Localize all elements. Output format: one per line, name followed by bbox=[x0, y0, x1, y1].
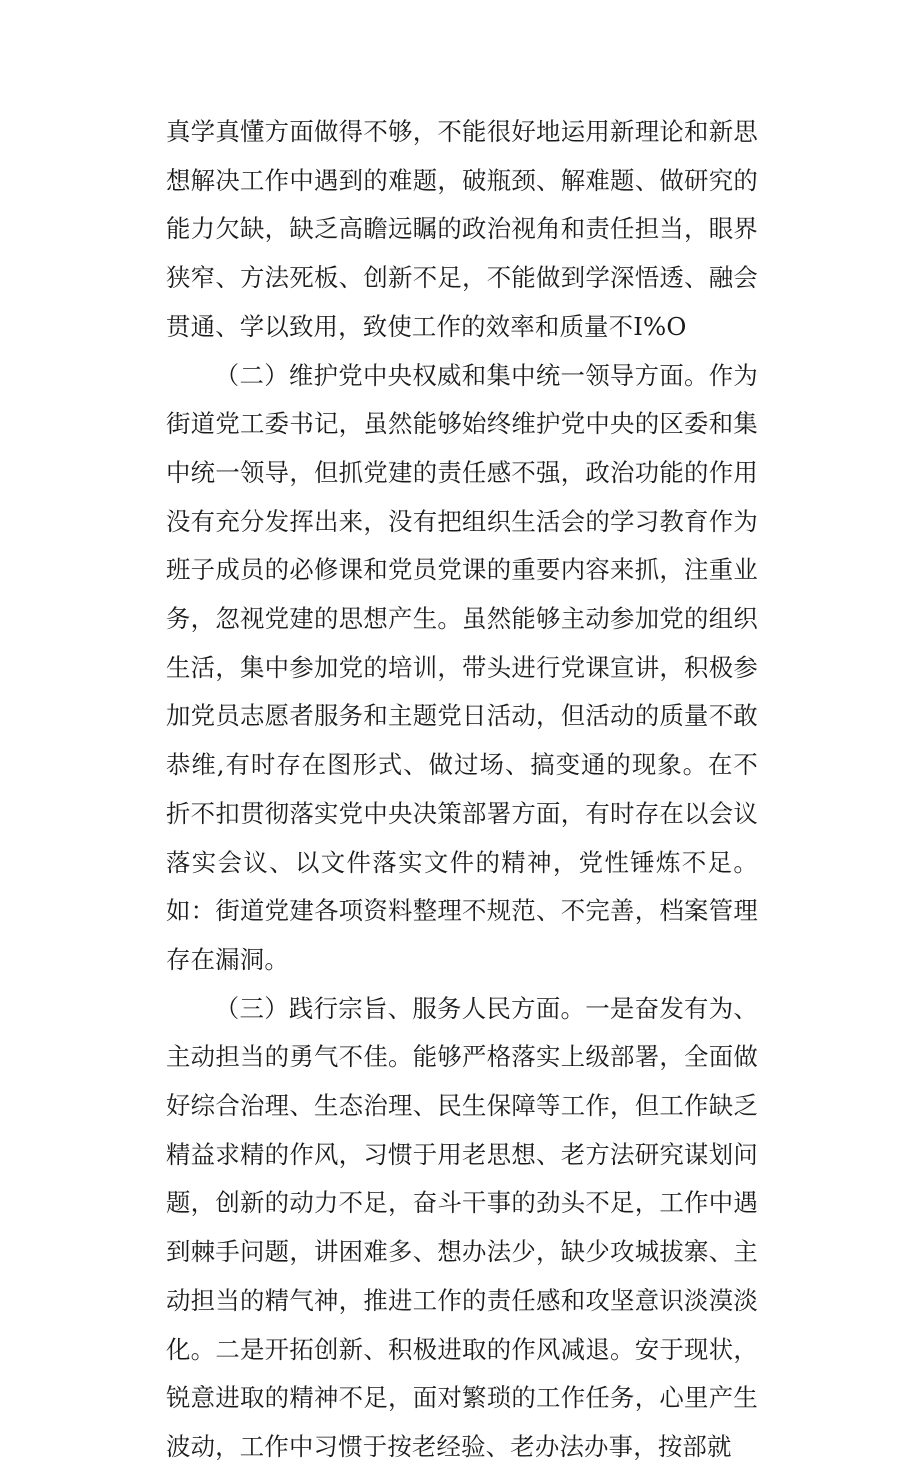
paragraph-section-three: （三）践行宗旨、服务人民方面。一是奋发有为、主动担当的勇气不佳。能够严格落实上级部署，全面做好综合治理、生态治理、民生保障等工作，但工作缺乏精益求精的作风，习惯于用老思想、老方法研究谋划问题，创新的动力不足，奋斗干事的劲头不足，工作中遇到棘手问题，讲困难多、想办法少，缺少攻城拔寨、主动担当的精气神，推进工作的责任感和攻坚意识淡漠淡化。二是开拓创新、积极进取的作风减退。安于现状，锐意进取的精神不足，面对繁琐的工作任务，心里产生波动，工作中习惯于按老经验、老办法办事，按部就 bbox=[166, 993, 758, 1461]
paragraph-section-two: （二）维护党中央权威和集中统一领导方面。作为街道党工委书记，虽然能够始终维护党中央的区委和集中统一领导，但抓党建的责任感不强，政治功能的作用没有充分发挥出来，没有把组织生活会的学习教育作为班子成员的必修课和党员党课的重要内容来抓，注重业务，忽视党建的思想产生。虽然能够主动参加党的组织生活，集中参加党的培训，带头进行党课宣讲，积极参加党员志愿者服务和主题党日活动，但活动的质量不敢恭维,有时存在图形式、做过场、搞变通的现象。在不折不扣贯彻落实党中央决策部署方面，有时存在以会议落实会议、以文件落实文件的精神，党性锤炼不足。如：街道党建各项资料整理不规范、不完善，档案管理存在漏洞。 bbox=[166, 360, 758, 974]
document-body bbox=[166, 108, 758, 1472]
paragraph-continuation: 真学真懂方面做得不够，不能很好地运用新理论和新思想解决工作中遇到的难题，破瓶颈、解难题、做研究的能力欠缺，缺乏高瞻远瞩的政治视角和责任担当，眼界狭窄、方法死板、创新不足，不能做到学深悟透、融会贯通、学以致用，致使工作的效率和质量不I%O bbox=[166, 117, 758, 341]
